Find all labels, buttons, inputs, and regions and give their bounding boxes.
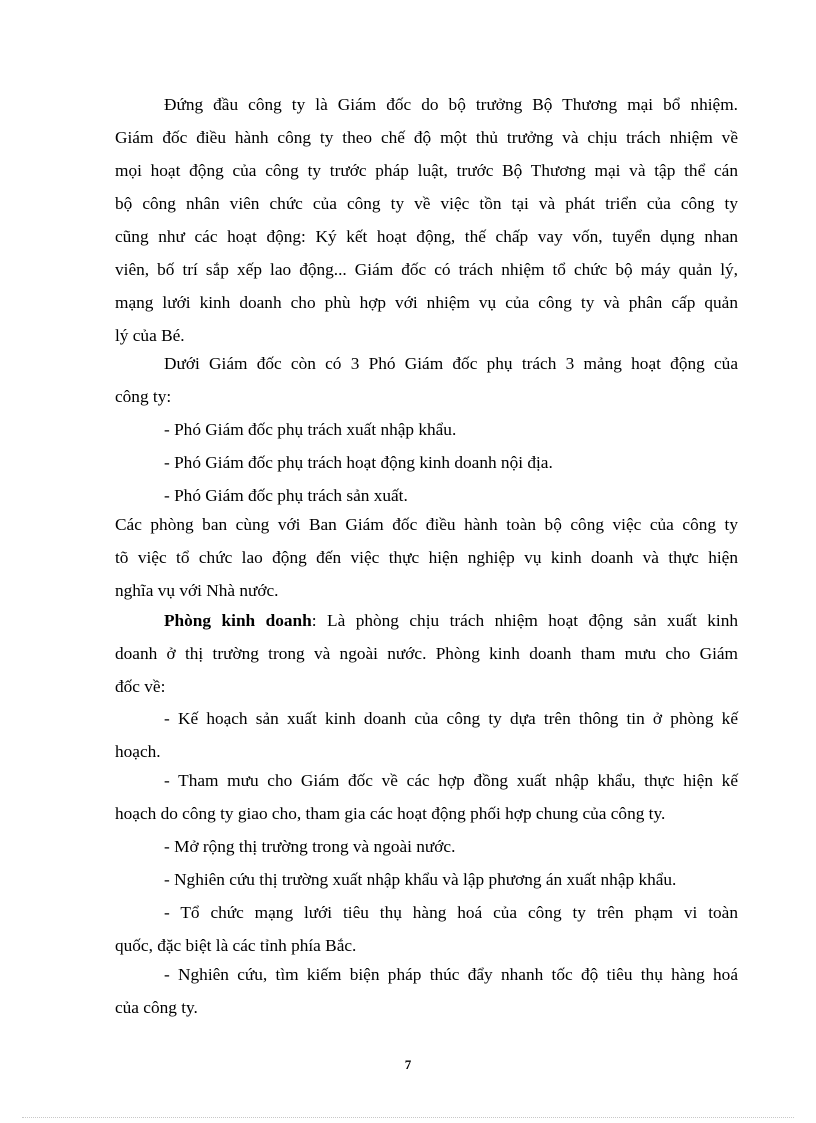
list-item-continuation: của công ty.: [115, 998, 198, 1017]
list-item: - Mở rộng thị trường trong và ngoài nước.: [164, 837, 456, 856]
list-item: - Tổ chức mạng lưới tiêu thụ hàng hoá của công ty trên phạm vi toàn: [164, 903, 738, 922]
page-bottom-divider: [22, 1117, 794, 1118]
list-item: - Nghiên cứu, tìm kiếm biện pháp thúc đẩy nhanh tốc độ tiêu thụ hàng hoá: [164, 965, 738, 984]
section-lead-line: [164, 610, 738, 632]
text-line: bộ công nhân viên chức của công ty về việc tồn tại và phát triển của công ty: [115, 194, 738, 213]
text-line: doanh ở thị trường trong và ngoài nước. Phòng kinh doanh tham mưu cho Giám: [115, 644, 738, 663]
list-item: - Nghiên cứu thị trường xuất nhập khẩu và lập phương án xuất nhập khẩu.: [164, 870, 677, 889]
list-item: - Phó Giám đốc phụ trách xuất nhập khẩu.: [164, 420, 457, 439]
section-lead-text: : Là phòng chịu trách nhiệm hoạt động sản xuất kinh: [311, 611, 738, 630]
text-line: viên, bố trí sắp xếp lao động... Giám đốc có trách nhiệm tổ chức bộ máy quản lý,: [115, 260, 738, 279]
text-line: Giám đốc điều hành công ty theo chế độ một thủ trưởng và chịu trách nhiệm về: [115, 128, 738, 147]
list-item: - Kế hoạch sản xuất kinh doanh của công ty dựa trên thông tin ở phòng kế: [164, 709, 738, 728]
text-line: lý của Bé.: [115, 326, 185, 345]
text-line: cũng như các hoạt động: Ký kết hoạt động, thế chấp vay vốn, tuyển dụng nhan: [115, 227, 738, 246]
list-item-continuation: quốc, đặc biệt là các tỉnh phía Bắc.: [115, 936, 357, 955]
text-line: công ty:: [115, 387, 172, 406]
page-number: 7: [404, 1057, 412, 1072]
text-line: mọi hoạt động của công ty trước pháp luật, trước Bộ Thương mại và tập thể cán: [115, 161, 738, 180]
text-line: mạng lưới kinh doanh cho phù hợp với nhiệm vụ của công ty và phân cấp quản: [115, 293, 738, 312]
list-item: - Phó Giám đốc phụ trách sản xuất.: [164, 486, 408, 505]
list-item: - Tham mưu cho Giám đốc về các hợp đồng xuất nhập khẩu, thực hiện kế: [164, 771, 738, 790]
list-item-continuation: hoạch.: [115, 742, 161, 761]
text-line: đốc về:: [115, 677, 166, 696]
list-item-continuation: hoạch do công ty giao cho, tham gia các hoạt động phối hợp chung của công ty.: [115, 804, 666, 823]
list-item: - Phó Giám đốc phụ trách hoạt động kinh doanh nội địa.: [164, 453, 553, 472]
text-line: tõ việc tổ chức lao động đến việc thực hiện nghiệp vụ kinh doanh và thực hiện: [115, 548, 738, 567]
section-heading: Phòng kinh doanh: [164, 611, 312, 630]
text-line: Dưới Giám đốc còn có 3 Phó Giám đốc phụ trách 3 mảng hoạt động của: [164, 354, 738, 373]
text-line: Các phòng ban cùng với Ban Giám đốc điều hành toàn bộ công việc của công ty: [115, 515, 738, 534]
text-line: nghĩa vụ với Nhà nước.: [115, 581, 279, 600]
text-line: Đứng đầu công ty là Giám đốc do bộ trưởng Bộ Thương mại bổ nhiệm.: [164, 95, 738, 114]
